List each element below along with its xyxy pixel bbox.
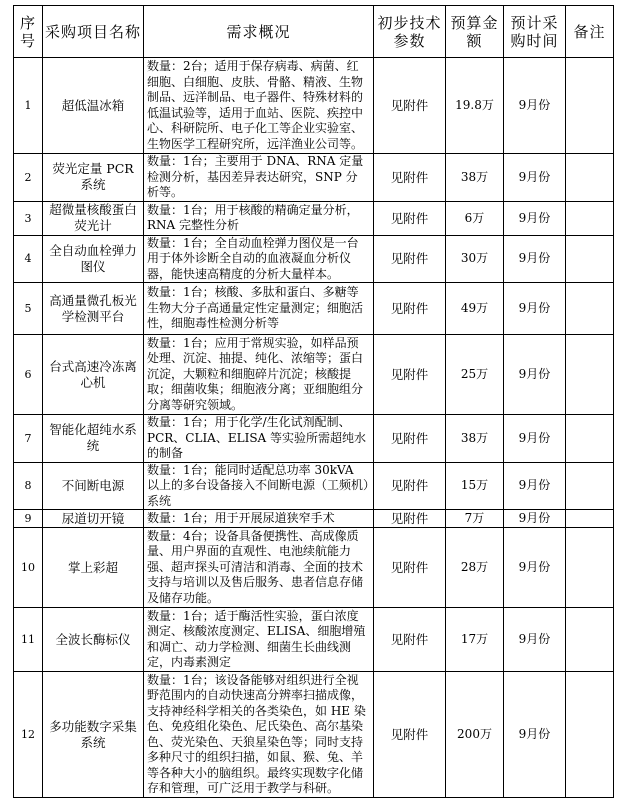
table-row bbox=[14, 462, 614, 510]
row-time: 9月份 bbox=[504, 201, 566, 235]
row-remark bbox=[566, 608, 614, 672]
header-param: 初步技术参数 bbox=[374, 6, 446, 58]
row-budget: 200万 bbox=[446, 672, 504, 798]
row-remark bbox=[566, 201, 614, 235]
row-name: 不间断电源 bbox=[43, 462, 144, 510]
procurement-table bbox=[13, 5, 614, 798]
table-row bbox=[14, 415, 614, 463]
row-budget: 25万 bbox=[446, 335, 504, 415]
row-desc: 数量：1台；用于核酸的精确定量分析，RNA 完整性分析 bbox=[144, 201, 374, 235]
row-name: 掌上彩超 bbox=[43, 528, 144, 608]
row-name: 台式高速冷冻离心机 bbox=[43, 335, 144, 415]
row-budget: 6万 bbox=[446, 201, 504, 235]
table-row bbox=[14, 510, 614, 528]
header-row bbox=[14, 6, 614, 58]
row-time: 9月份 bbox=[504, 608, 566, 672]
row-no: 6 bbox=[14, 335, 43, 415]
row-param: 见附件 bbox=[374, 415, 446, 463]
header-desc: 需求概况 bbox=[144, 6, 374, 58]
row-no: 1 bbox=[14, 58, 43, 154]
row-time: 9月份 bbox=[504, 235, 566, 283]
header-budget: 预算金额 bbox=[446, 6, 504, 58]
row-budget: 15万 bbox=[446, 462, 504, 510]
row-remark bbox=[566, 528, 614, 608]
table-row bbox=[14, 283, 614, 335]
row-param: 见附件 bbox=[374, 510, 446, 528]
row-desc: 数量：1台；全自动血栓弹力图仪是一台用于体外诊断全自动的血液凝血分析仪器，能快速高精度的分析大量样本。 bbox=[144, 235, 374, 283]
row-time: 9月份 bbox=[504, 415, 566, 463]
table-row bbox=[14, 154, 614, 202]
row-time: 9月份 bbox=[504, 58, 566, 154]
row-budget: 7万 bbox=[446, 510, 504, 528]
table-row bbox=[14, 235, 614, 283]
row-budget: 17万 bbox=[446, 608, 504, 672]
row-remark bbox=[566, 58, 614, 154]
row-param: 见附件 bbox=[374, 235, 446, 283]
row-budget: 38万 bbox=[446, 415, 504, 463]
row-remark bbox=[566, 415, 614, 463]
header-no: 序号 bbox=[14, 6, 43, 58]
row-budget: 38万 bbox=[446, 154, 504, 202]
row-remark bbox=[566, 283, 614, 335]
row-time: 9月份 bbox=[504, 283, 566, 335]
row-name: 全自动血栓弹力图仪 bbox=[43, 235, 144, 283]
row-param: 见附件 bbox=[374, 154, 446, 202]
table-row bbox=[14, 608, 614, 672]
row-param: 见附件 bbox=[374, 283, 446, 335]
row-no: 11 bbox=[14, 608, 43, 672]
row-budget: 28万 bbox=[446, 528, 504, 608]
row-name: 全波长酶标仪 bbox=[43, 608, 144, 672]
row-param: 见附件 bbox=[374, 58, 446, 154]
row-time: 9月份 bbox=[504, 510, 566, 528]
row-time: 9月份 bbox=[504, 528, 566, 608]
header-remark: 备注 bbox=[566, 6, 614, 58]
row-name: 尿道切开镜 bbox=[43, 510, 144, 528]
row-no: 2 bbox=[14, 154, 43, 202]
row-remark bbox=[566, 462, 614, 510]
header-name: 采购项目名称 bbox=[43, 6, 144, 58]
row-no: 8 bbox=[14, 462, 43, 510]
row-time: 9月份 bbox=[504, 154, 566, 202]
row-desc: 数量：1台；核酸、多肽和蛋白、多糖等生物大分子高通量定性定量测定；细胞活性，细胞毒性检测分析等 bbox=[144, 283, 374, 335]
row-name: 超微量核酸蛋白荧光计 bbox=[43, 201, 144, 235]
row-desc: 数量：1台；适于酶活性实验，蛋白浓度测定、核酸浓度测定、ELISA、细胞增殖和凋亡、动力学检测、细菌生长曲线测定，内毒素测定 bbox=[144, 608, 374, 672]
row-param: 见附件 bbox=[374, 462, 446, 510]
row-budget: 30万 bbox=[446, 235, 504, 283]
row-remark bbox=[566, 672, 614, 798]
row-budget: 19.8万 bbox=[446, 58, 504, 154]
row-param: 见附件 bbox=[374, 335, 446, 415]
row-time: 9月份 bbox=[504, 462, 566, 510]
row-no: 7 bbox=[14, 415, 43, 463]
header-time: 预计采购时间 bbox=[504, 6, 566, 58]
row-desc: 数量：1台；能同时适配总功率 30kVA 以上的多台设备接入不间断电源（工频机）系统 bbox=[144, 462, 374, 510]
table-row bbox=[14, 528, 614, 608]
row-no: 12 bbox=[14, 672, 43, 798]
row-no: 3 bbox=[14, 201, 43, 235]
table-row bbox=[14, 672, 614, 798]
row-time: 9月份 bbox=[504, 335, 566, 415]
row-no: 10 bbox=[14, 528, 43, 608]
table-row bbox=[14, 58, 614, 154]
table-row bbox=[14, 201, 614, 235]
row-time: 9月份 bbox=[504, 672, 566, 798]
row-no: 5 bbox=[14, 283, 43, 335]
row-name: 超低温冰箱 bbox=[43, 58, 144, 154]
row-name: 智能化超纯水系统 bbox=[43, 415, 144, 463]
row-param: 见附件 bbox=[374, 672, 446, 798]
row-name: 荧光定量 PCR 系统 bbox=[43, 154, 144, 202]
row-desc: 数量：1台；主要用于 DNA、RNA 定量检测分析，基因差异表达研究，SNP 分析等。 bbox=[144, 154, 374, 202]
row-name: 高通量微孔板光学检测平台 bbox=[43, 283, 144, 335]
row-no: 9 bbox=[14, 510, 43, 528]
row-budget: 49万 bbox=[446, 283, 504, 335]
row-remark bbox=[566, 335, 614, 415]
row-desc: 数量：1台；该设备能够对组织进行全视野范围内的自动快速高分辨率扫描成像，支持神经科学相关的各类染色，如 HE 染色、免疫组化染色、尼氏染色、高尔基染色、荧光染色、天狼星染色等；同时支持多种尺寸的组织扫描，如鼠、猴、兔、羊等各种大小的脑组织。最终实现数字化储存和管理，可广泛用于教学与科研。 bbox=[144, 672, 374, 798]
row-param: 见附件 bbox=[374, 528, 446, 608]
row-remark bbox=[566, 235, 614, 283]
row-remark bbox=[566, 510, 614, 528]
row-desc: 数量：4台；设备具备便携性、高成像质量、用户界面的直观性、电池续航能力强、超声探头可清洁和消毒、全面的技术支持与培训以及售后服务、患者信息存储及储存功能。 bbox=[144, 528, 374, 608]
row-no: 4 bbox=[14, 235, 43, 283]
row-desc: 数量：2台；适用于保存病毒、病菌、红细胞、白细胞、皮肤、骨骼、精液、生物制品、远洋制品、电子器件、特殊材料的低温试验等，适用于血站、医院、疾控中心、科研院所、电子化工等企业实验室、生物医学工程研究所，远洋渔业公司等。 bbox=[144, 58, 374, 154]
row-desc: 数量：1台；用于开展尿道狭窄手术 bbox=[144, 510, 374, 528]
row-name: 多功能数字采集系统 bbox=[43, 672, 144, 798]
row-param: 见附件 bbox=[374, 201, 446, 235]
row-param: 见附件 bbox=[374, 608, 446, 672]
table-row bbox=[14, 335, 614, 415]
row-desc: 数量：1台；应用于常规实验，如样品预处理、沉淀、抽提、纯化、浓缩等；蛋白沉淀，大颗粒和细胞碎片沉淀；核酸提取；细菌收集；细胞液分离；亚细胞组分分离等研究领域。 bbox=[144, 335, 374, 415]
row-desc: 数量：1台；用于化学/生化试剂配制、PCR、CLIA、ELISA 等实验所需超纯水的制备 bbox=[144, 415, 374, 463]
row-remark bbox=[566, 154, 614, 202]
